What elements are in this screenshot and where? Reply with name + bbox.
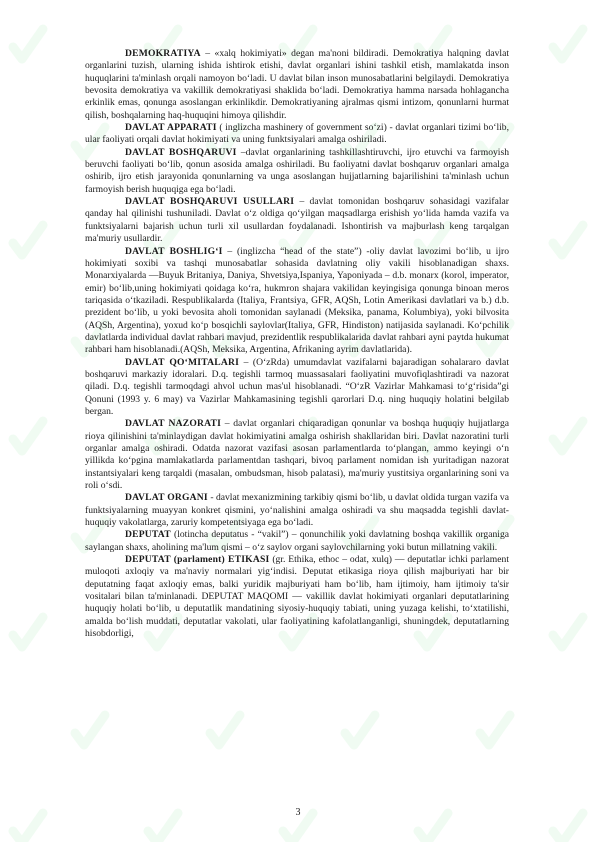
term: DAVLAT BOSHLIG‘I bbox=[125, 245, 223, 257]
paragraph-davlat-boshqaruvi bbox=[85, 147, 509, 196]
paragraph-davlat-apparati bbox=[85, 122, 509, 147]
paragraph-davlat-boshqaruvi-usullari bbox=[85, 196, 509, 245]
term: DAVLAT BOSHQARUVI bbox=[125, 146, 237, 158]
watermark-check-icon bbox=[210, 715, 240, 745]
watermark-check-icon bbox=[13, 421, 43, 451]
watermark-check-icon bbox=[553, 225, 583, 255]
term: DEPUTAT bbox=[125, 529, 171, 541]
definition: – (O‘zRda) umumdavlat vazifalarni bajaradigan sohalararo davlat boshqaruvi markaziy idoralari. D.q. tegishli tarmoq muassasalari faoliyatini muvofiqlashtiradi va nazorat qiladi. D.q. tegishli tarmoqdagi ahvol uchun mas'ul hisoblanadi. “O‘zR Vazirlar Mahkamasi to‘g‘risida”gi Qonuni (1993 y. 6 may) va Vazirlar Mahkamasining tegishli qarorlari D.q. ning huquqiy holatini belgilab bergan. bbox=[85, 356, 509, 417]
definition: – «xalq hokimiyati» degan ma'noni bildiradi. Demokratiya halqning davlat organlarini tuzish, ularning ishida ishtirok etishi, davlat organlari ishini tashkil etish, mamlakatda inson huquqlarini ta'minlash orqali namoyon bo‘ladi. U davlat bilan inson munosabatlarini belgilaydi. Demokratiya bevosita demokratiya va vakillik demokratiyasi shaklida bo‘ladi. Demokratiya hamma narsada hohlagancha erkinlik emas, qonunga asoslangan erkinlikdir. Demokratiyaning ajralmas qismi intizom, qonunlarni hurmat qilish, boshqalarning haq-huquqini himoya qilishdir. bbox=[85, 48, 509, 121]
definition: - davlat mexanizmining tarkibiy qismi bo‘lib, u davlat oldida turgan vazifa va funktsiyalarning muayyan konkret qismini, yo‘nalishini amalga oshiradi va shu maqsadda tegishli davlat-huquqiy vakolatlarga, zaruriy kompetentsiyaga ega bo‘ladi. bbox=[85, 492, 509, 529]
paragraph-davlat-organi bbox=[85, 492, 509, 529]
watermark-check-icon bbox=[345, 715, 375, 745]
paragraph-davlat-boshligi bbox=[85, 246, 509, 357]
definition: ( inglizcha mashinery of government so‘zi) - davlat organlari tizimi bo‘lib, ular faoliyati orqali davlat hokimiyati va uning funktsiyalari amalga oshiriladi. bbox=[85, 122, 509, 146]
page-number: 3 bbox=[295, 807, 301, 818]
term: DAVLAT APPARATI bbox=[125, 122, 217, 134]
watermark-check-icon bbox=[553, 617, 583, 647]
definition: – davlat organlari chiqaradigan qonunlar va boshqa huquqiy hujjatlarga rioya qilinishini ta'minlaydigan davlat hokimiyatini amalga oshirish shakllaridan biri. Davlat nazoratini turli organlar amalga oshiradi. Odatda nazorat vazifasi asosan parlamentlarda to‘plangan, ammo keyingi o‘n yillikda ko‘pgina mamlakatlarda parlamentdan tashqari, bivoq parlament nomidan ish yuritadigan nazorat instantsiyalari keng tarqaldi (masalan, ombudsman, hisob palatasi), ma'muriy yustitsiya organlarining soni va roli o‘sdi. bbox=[85, 418, 510, 492]
watermark-check-icon bbox=[553, 29, 583, 59]
definition: –davlat organlarining tashkillashtiruvchi, ijro etuvchi va farmoyish beruvchi faoliyati bo‘lib, qonun asosida amalga oshiriladi. Bu faoliyatni davlat boshqaruv organlari amalga oshirib, ijro etish jarayonida qonunlarning va unga asoslangan hujjatlarning bajarilishini ta'minlash uchun farmoyish berish huquqiga ega bo‘ladi. bbox=[85, 146, 509, 195]
watermark-check-icon bbox=[13, 225, 43, 255]
term: DAVLAT NAZORATI bbox=[125, 418, 222, 430]
definition: – (inglizcha “head of the state”) -oliy davlat lavozimi bo‘lib, u ijro hokimiyati soxibi va tashqi munosabatlar sohasida davlatning oliy vakili hisoblanadigan shaxs. Monarxiyalarda —Buyuk Britaniya, Daniya, Shvetsiya,Ispaniya, Yaponiyada – d.b. monarx (korol, imperator, emir) bo‘lib,uning hokimiyati qoidaga ko‘ra, hukmron shajara vakilidan keyingisiga qonunga binoan meros tariqasida o‘tkaziladi. Respublikalarda (Italiya, Frantsiya, GFR, AQSh, Lotin Amerikasi davlatlari va b.) d.b. prezident bo‘lib, u yoki bevosita aholi tomonidan saylanadi (Meksika, panama, Kolumbiya), yoki bilvosita (AQSh, Argentina), yoxud ko‘p bosqichli saylovlar(Italiya, GFR, Hindiston) natijasida saylanadi. Ko‘pchilik davlatlarda individual davlat rahbari mavjud, prezidentlik respublikalarida davlat rahbari ayni paytda hukumat rahbari ham hisoblanadi.(AQSh, Meksika, Argentina, Afrikaning ayrim davlatlarida). bbox=[85, 245, 509, 356]
definition: (gr. Ethika, ethoc – odat, xulq) — deputatlar ichki parlament muloqoti axloqiy va ma'naviy normalari yig‘indisi. Deputat etikasiga rioya qilish majburiyati har bir deputatning faqat axloqiy emas, balki yuridik majburiyati ham bo‘lib, ham ijtimoiy, ham ijtimoiy ta'sir vositalari bilan ta'minlanadi. DEPUTAT MAQOMI — vakillik davlat hokimiyati organlari deputatlarining huquqiy holati bo‘lib, u deputatlik mandatining siyosiy-huquqiy tabiati, uning yuzaga kelishi, to‘xtatilishi, amalda bo‘lish muddati, deputatlar vakolati, ular faoliyatining kafolatlanganligi, shuningdek, deputatlarning hisobdorligi, bbox=[85, 554, 509, 640]
paragraph-deputat bbox=[85, 529, 509, 554]
term: DAVLAT ORGANI bbox=[125, 492, 208, 504]
term: DAVLAT QO‘MITALARI bbox=[125, 356, 240, 368]
term: DEPUTAT (parlament) ETIKASI bbox=[125, 554, 270, 566]
paragraph-davlat-qomitalari bbox=[85, 357, 509, 419]
definition: – davlat tomonidan boshqaruv sohasidagi vazifalar qanday hal qilinishi tushuniladi. Davlat o‘z oldiga qo‘yilgan maqsadlarga erishish yo‘lida hamda vazifa va funktsiyalarni bajarish uchun turli xil usullardan foydalanadi. Ishontirish va majburlash keng tarqalgan ma'muriy usullardir. bbox=[85, 196, 509, 245]
document-body bbox=[85, 48, 509, 641]
watermark-check-icon bbox=[480, 715, 510, 745]
paragraph-deputat-etikasi bbox=[85, 554, 509, 640]
term: DEMOKRATIYA bbox=[125, 48, 201, 59]
term: DAVLAT BOSHQARUVI USULLARI bbox=[125, 196, 295, 208]
paragraph-demokratiya bbox=[85, 48, 509, 122]
watermark-check-icon bbox=[13, 617, 43, 647]
watermark-check-icon bbox=[75, 715, 105, 745]
watermark-check-icon bbox=[13, 29, 43, 59]
definition: (lotincha deputatus - “vakil”) – qonunchilik yoki davlatning boshqa vakillik organiga saylangan shaxs, aholining ma'lum qismi – o‘z saylov organi saylovchilarning yoki butun millatning vakili. bbox=[85, 529, 509, 553]
paragraph-davlat-nazorati bbox=[85, 418, 509, 492]
watermark-check-icon bbox=[553, 421, 583, 451]
